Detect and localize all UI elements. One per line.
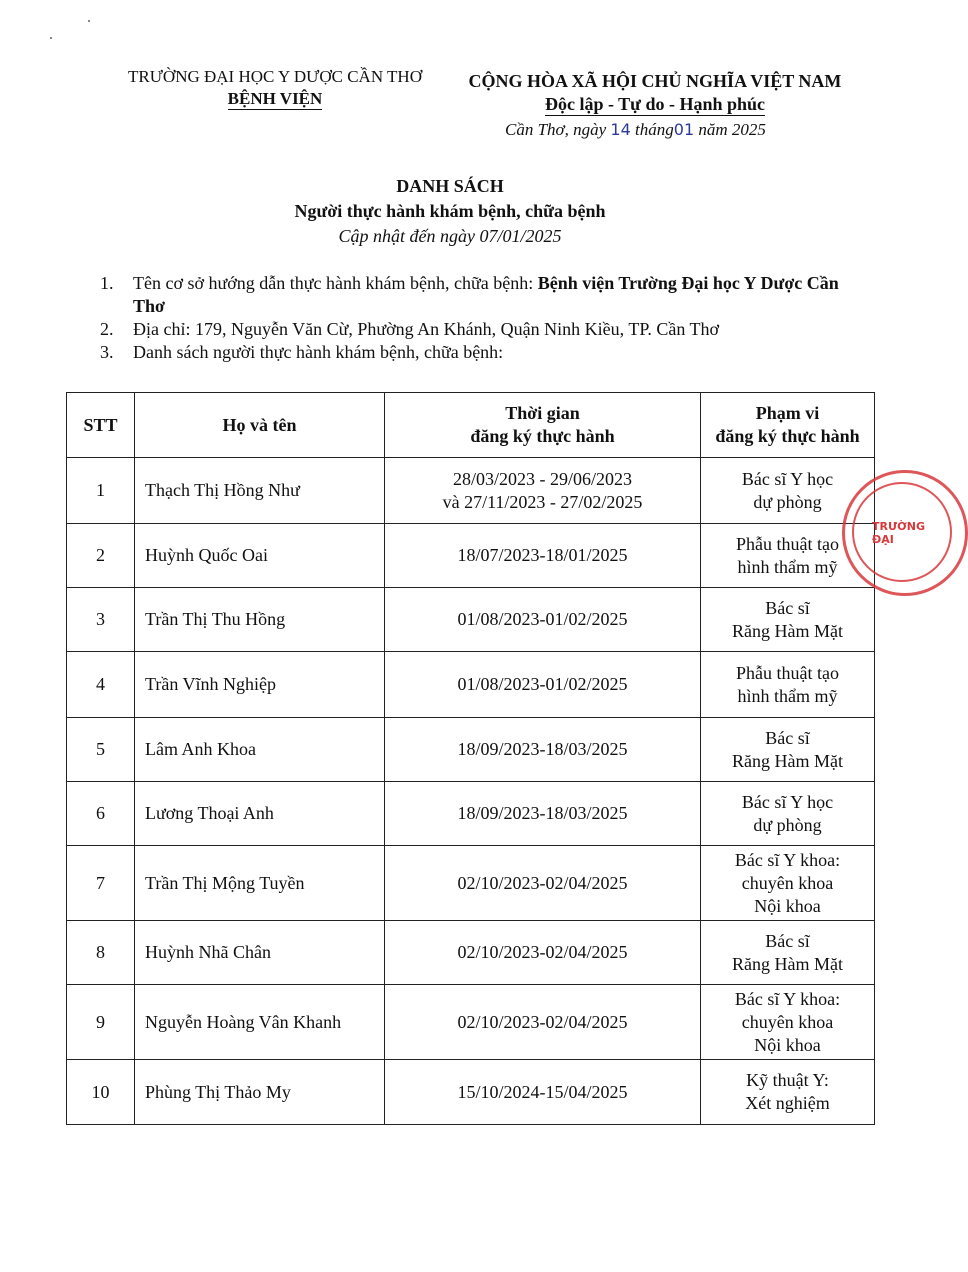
time-line: 15/10/2024-15/04/2025 [457,1081,628,1102]
cell-time [385,846,701,921]
national-header [460,70,850,116]
stamp-text: TRƯỜNG ĐẠI [872,520,926,546]
cell-stt: 10 [67,1060,135,1125]
time-line: 18/09/2023-18/03/2025 [457,739,628,759]
cell-name: Huỳnh Quốc Oai [135,524,385,588]
info-list [100,272,860,364]
cell-stt: 3 [67,588,135,652]
scope-line: hình thẩm mỹ [737,685,838,706]
scope-line: chuyên khoa [741,872,834,893]
table-row [67,652,875,718]
cell-time [385,782,701,846]
hospital-full-name: Bệnh viện Trường Đại học Y Dược Cần Thơ [133,273,839,316]
scope-line: dự phòng [753,491,822,512]
cell-stt: 2 [67,524,135,588]
cell-scope [701,588,875,652]
date-month: 01 [673,120,695,139]
time-line: 02/10/2023-02/04/2025 [457,1011,628,1032]
scope-line: Kỹ thuật Y: [746,1070,829,1090]
scope-line: dự phòng [753,814,822,835]
list-item: 2. Địa chỉ: 179, Nguyễn Văn Cừ, Phường An Khánh, Quận Ninh Kiều, TP. Cần Thơ [100,319,720,339]
national-motto: Độc lập - Tự do - Hạnh phúc [544,94,766,114]
time-line: 18/07/2023-18/01/2025 [457,545,628,565]
date-day: 14 [610,120,631,139]
table-row [67,846,875,921]
cell-name: Trần Thị Mộng Tuyền [135,846,385,921]
scope-line: Bác sĩ Y khoa: [734,849,841,870]
cell-name: Huỳnh Nhã Chân [135,921,385,985]
cell-name: Nguyễn Hoàng Vân Khanh [135,985,385,1060]
cell-name: Lâm Anh Khoa [135,718,385,782]
cell-time [385,985,701,1060]
cell-time [385,458,701,524]
time-line: 02/10/2023-02/04/2025 [457,942,628,962]
cell-name: Trần Vĩnh Nghiệp [135,652,385,718]
cell-stt: 1 [67,458,135,524]
scope-line: Bác sĩ Y học [741,468,834,489]
cell-scope [701,782,875,846]
header-scope: Phạm vi đăng ký thực hành [701,393,875,458]
practitioner-table [66,392,875,1125]
document-title: DANH SÁCH [396,176,504,196]
scope-line: Bác sĩ Y học [741,791,834,812]
table-row [67,782,875,846]
table-row [67,921,875,985]
institution-header [95,66,455,110]
table-row [67,718,875,782]
scope-line: Răng Hàm Mặt [732,750,843,771]
scope-line: hình thẩm mỹ [737,556,838,577]
university-name: TRƯỜNG ĐẠI HỌC Y DƯỢC CẦN THƠ [128,67,422,86]
cell-stt: 8 [67,921,135,985]
scope-line: Nội khoa [754,1034,821,1055]
scope-line: Phẫu thuật tạo [736,533,839,554]
table-row [67,1060,875,1125]
cell-name: Trần Thị Thu Hồng [135,588,385,652]
list-item: 1. Tên cơ sở hướng dẫn thực hành khám bệnh, chữa bệnh: Bệnh viện Trường Đại học Y Dược Cần Thơ [100,273,839,316]
time-line: 02/10/2023-02/04/2025 [457,872,628,893]
scope-line: Bác sĩ [765,930,810,951]
scope-line: Bác sĩ [765,727,810,748]
cell-scope [701,985,875,1060]
cell-stt: 4 [67,652,135,718]
cell-stt: 6 [67,782,135,846]
header-time: Thời gian đăng ký thực hành [385,393,701,458]
cell-scope [701,1060,875,1125]
updated-note: Cập nhật đến ngày 07/01/2025 [338,226,562,246]
scope-line: Bác sĩ [765,597,810,618]
header-name: Họ và tên [135,393,385,458]
table-row [67,588,875,652]
header-stt: STT [67,393,135,458]
scope-line: chuyên khoa [741,1011,834,1032]
document-date: Cần Thơ, ngày 14 tháng01 năm 2025 [505,120,766,139]
cell-time [385,1060,701,1125]
cell-time [385,524,701,588]
cell-scope [701,846,875,921]
cell-stt: 7 [67,846,135,921]
cell-time [385,652,701,718]
time-line: 18/09/2023-18/03/2025 [457,803,628,823]
table-row [67,458,875,524]
cell-scope [701,921,875,985]
cell-time [385,718,701,782]
cell-stt: 9 [67,985,135,1060]
cell-name: Thạch Thị Hồng Như [135,458,385,524]
time-line: 28/03/2023 - 29/06/2023 [453,468,632,489]
cell-name: Phùng Thị Thảo My [135,1060,385,1125]
table-row [67,524,875,588]
scope-line: Nội khoa [754,895,821,916]
time-line: và 27/11/2023 - 27/02/2025 [442,491,643,512]
cell-scope [701,652,875,718]
document-subtitle: Người thực hành khám bệnh, chữa bệnh [294,201,606,221]
cell-stt: 5 [67,718,135,782]
cell-time [385,921,701,985]
scope-line: Răng Hàm Mặt [732,953,843,974]
scope-line: Bác sĩ Y khoa: [734,988,841,1009]
hospital-name: BỆNH VIỆN [227,89,323,108]
cell-scope [701,718,875,782]
scope-line: Răng Hàm Mặt [732,620,843,641]
time-line: 01/08/2023-01/02/2025 [457,609,628,629]
table-row [67,985,875,1060]
scope-line: Phẫu thuật tạo [736,662,839,683]
national-title: CỘNG HÒA XÃ HỘI CHỦ NGHĨA VIỆT NAM [468,71,842,91]
cell-time [385,588,701,652]
list-item: 3. Danh sách người thực hành khám bệnh, chữa bệnh: [100,342,504,362]
table-header-row [67,393,875,458]
scope-line: Xét nghiệm [745,1093,830,1113]
cell-name: Lương Thoại Anh [135,782,385,846]
time-line: 01/08/2023-01/02/2025 [457,674,628,694]
